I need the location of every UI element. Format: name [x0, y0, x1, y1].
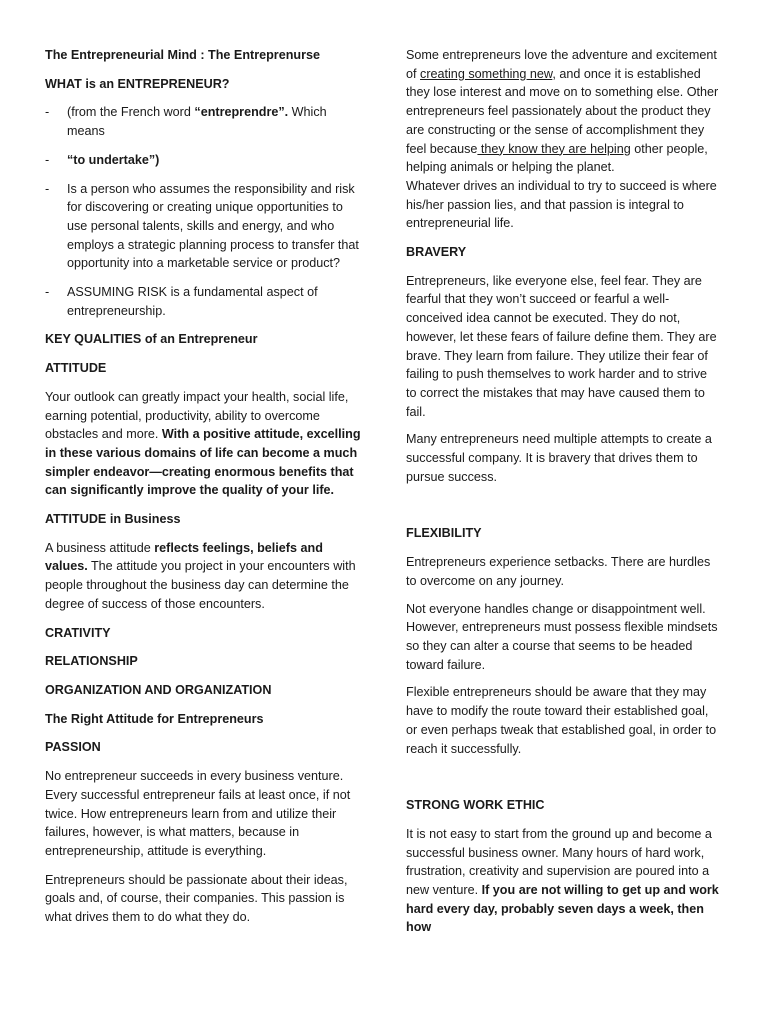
bullet-dash: - [45, 181, 50, 196]
spacer [406, 674, 720, 683]
right-column [406, 46, 720, 937]
document-title: The Entrepreneurial Mind : The Entreprenurse [45, 48, 321, 62]
bravery-paragraph-2: Many entrepreneurs need multiple attempts to create a successful company. It is bravery that drives them to pursue success. [406, 432, 712, 484]
passion-continued-paragraph: Some entrepreneurs love the adventure and excitement of creating something new, and once it is established they lose interest and move on to something else. Other entrepreneurs feel passionately about the product they are constructing or the sense of accomplishment they feel because they know they are helping other people, helping animals or helping the planet. [406, 48, 719, 175]
bullet-item [45, 151, 365, 170]
flexibility-paragraph-3: Flexible entrepreneurs should be aware that they may have to modify the route toward their established goal, or even perhaps tweak that established goal, in order to reach it successfully. [406, 685, 717, 756]
bullet-item [45, 283, 365, 320]
bullet-dash: - [45, 105, 50, 120]
work-ethic-paragraph: It is not easy to start from the ground up and become a successful business owner. Many hours of hard work, frustration, creativity and supervision are poured into a new venture. If you are not willing to get up and work hard every day, probably seven days a week, then how [406, 826, 719, 935]
passion-heading: PASSION [45, 740, 101, 755]
key-qualities-heading: KEY QUALITIES of an Entrepreneur [45, 332, 258, 347]
bullet-text: Is a person who assumes the responsibility and risk for discovering or creating unique opportunities to use personal talents, skills and energy, and who employs a strategic planning process to transfer that opportunity into a marketable service or product? [67, 181, 359, 271]
bullet-text: “to undertake”) [67, 152, 160, 167]
passion-paragraph-1: No entrepreneur succeeds in every business venture. Every successful entrepreneur fails at least once, if not twice. How entrepreneurs learn from and utilize their failures, however, is what matters, because in entrepreneurship, attitude is everything. [45, 769, 351, 858]
attitude-heading: ATTITUDE [45, 361, 107, 376]
attitude-business-heading: ATTITUDE in Business [45, 512, 181, 527]
bullet-dash: - [45, 152, 50, 167]
spacer [406, 591, 720, 600]
spacer [406, 421, 720, 430]
relationship-heading: RELATIONSHIP [45, 654, 138, 669]
left-column [45, 46, 365, 937]
work-ethic-heading: STRONG WORK ETHIC [406, 798, 545, 813]
passion-paragraph-2: Entrepreneurs should be passionate about their ideas, goals and, of course, their companies. This passion is what drives them to do what they do. [45, 872, 348, 925]
creativity-heading: CRATIVITY [45, 625, 111, 640]
spacer [406, 768, 720, 796]
organization-heading: ORGANIZATION AND ORGANIZATION [45, 682, 272, 697]
spacer [406, 496, 720, 524]
bullet-dash: - [45, 285, 50, 300]
flexibility-heading: FLEXIBILITY [406, 526, 482, 541]
flexibility-paragraph-2: Not everyone handles change or disappointment well. However, entrepreneurs must possess flexible mindsets so they can alter a course that seems to be headed toward failure. [406, 601, 718, 672]
bravery-heading: BRAVERY [406, 245, 467, 260]
right-attitude-heading: The Right Attitude for Entrepreneurs [45, 711, 264, 726]
bravery-paragraph-1: Entrepreneurs, like everyone else, feel fear. They are fearful that they won’t succeed or fearful a well-conceived idea cannot be executed. They do not, however, let these fears of failure define them. They are brave. They learn from failure. They utilize their fear of failing to push themselves to work harder and to strive to correct the mistakes that may have caused them to fail. [406, 273, 717, 419]
passion-drive-paragraph: Whatever drives an individual to try to succeed is where his/her passion lies, and that passion is integral to entrepreneurial life. [406, 178, 717, 231]
business-attitude-paragraph: A business attitude reflects feelings, beliefs and values. The attitude you project in your encounters with people throughout the business day can determine the degree of success of those encounters. [45, 540, 356, 611]
bullet-text: ASSUMING RISK is a fundamental aspect of entrepreneurship. [67, 285, 318, 318]
bullet-item [45, 180, 365, 274]
bullet-text: (from the French word “entreprendre”. Which means [67, 105, 327, 139]
bullet-item [45, 103, 365, 140]
attitude-paragraph: Your outlook can greatly impact your health, social life, earning potential, productivity, ability to overcome obstacles and more. With a positive attitude, excelling in these various domains of life can become a much simpler endeavor—creating enormous benefits that can significantly improve the quality of your life. [45, 389, 361, 498]
flexibility-paragraph-1: Entrepreneurs experience setbacks. There are hurdles to overcome on any journey. [406, 555, 711, 588]
what-is-entrepreneur-heading: WHAT is an ENTREPRENEUR? [45, 76, 230, 91]
